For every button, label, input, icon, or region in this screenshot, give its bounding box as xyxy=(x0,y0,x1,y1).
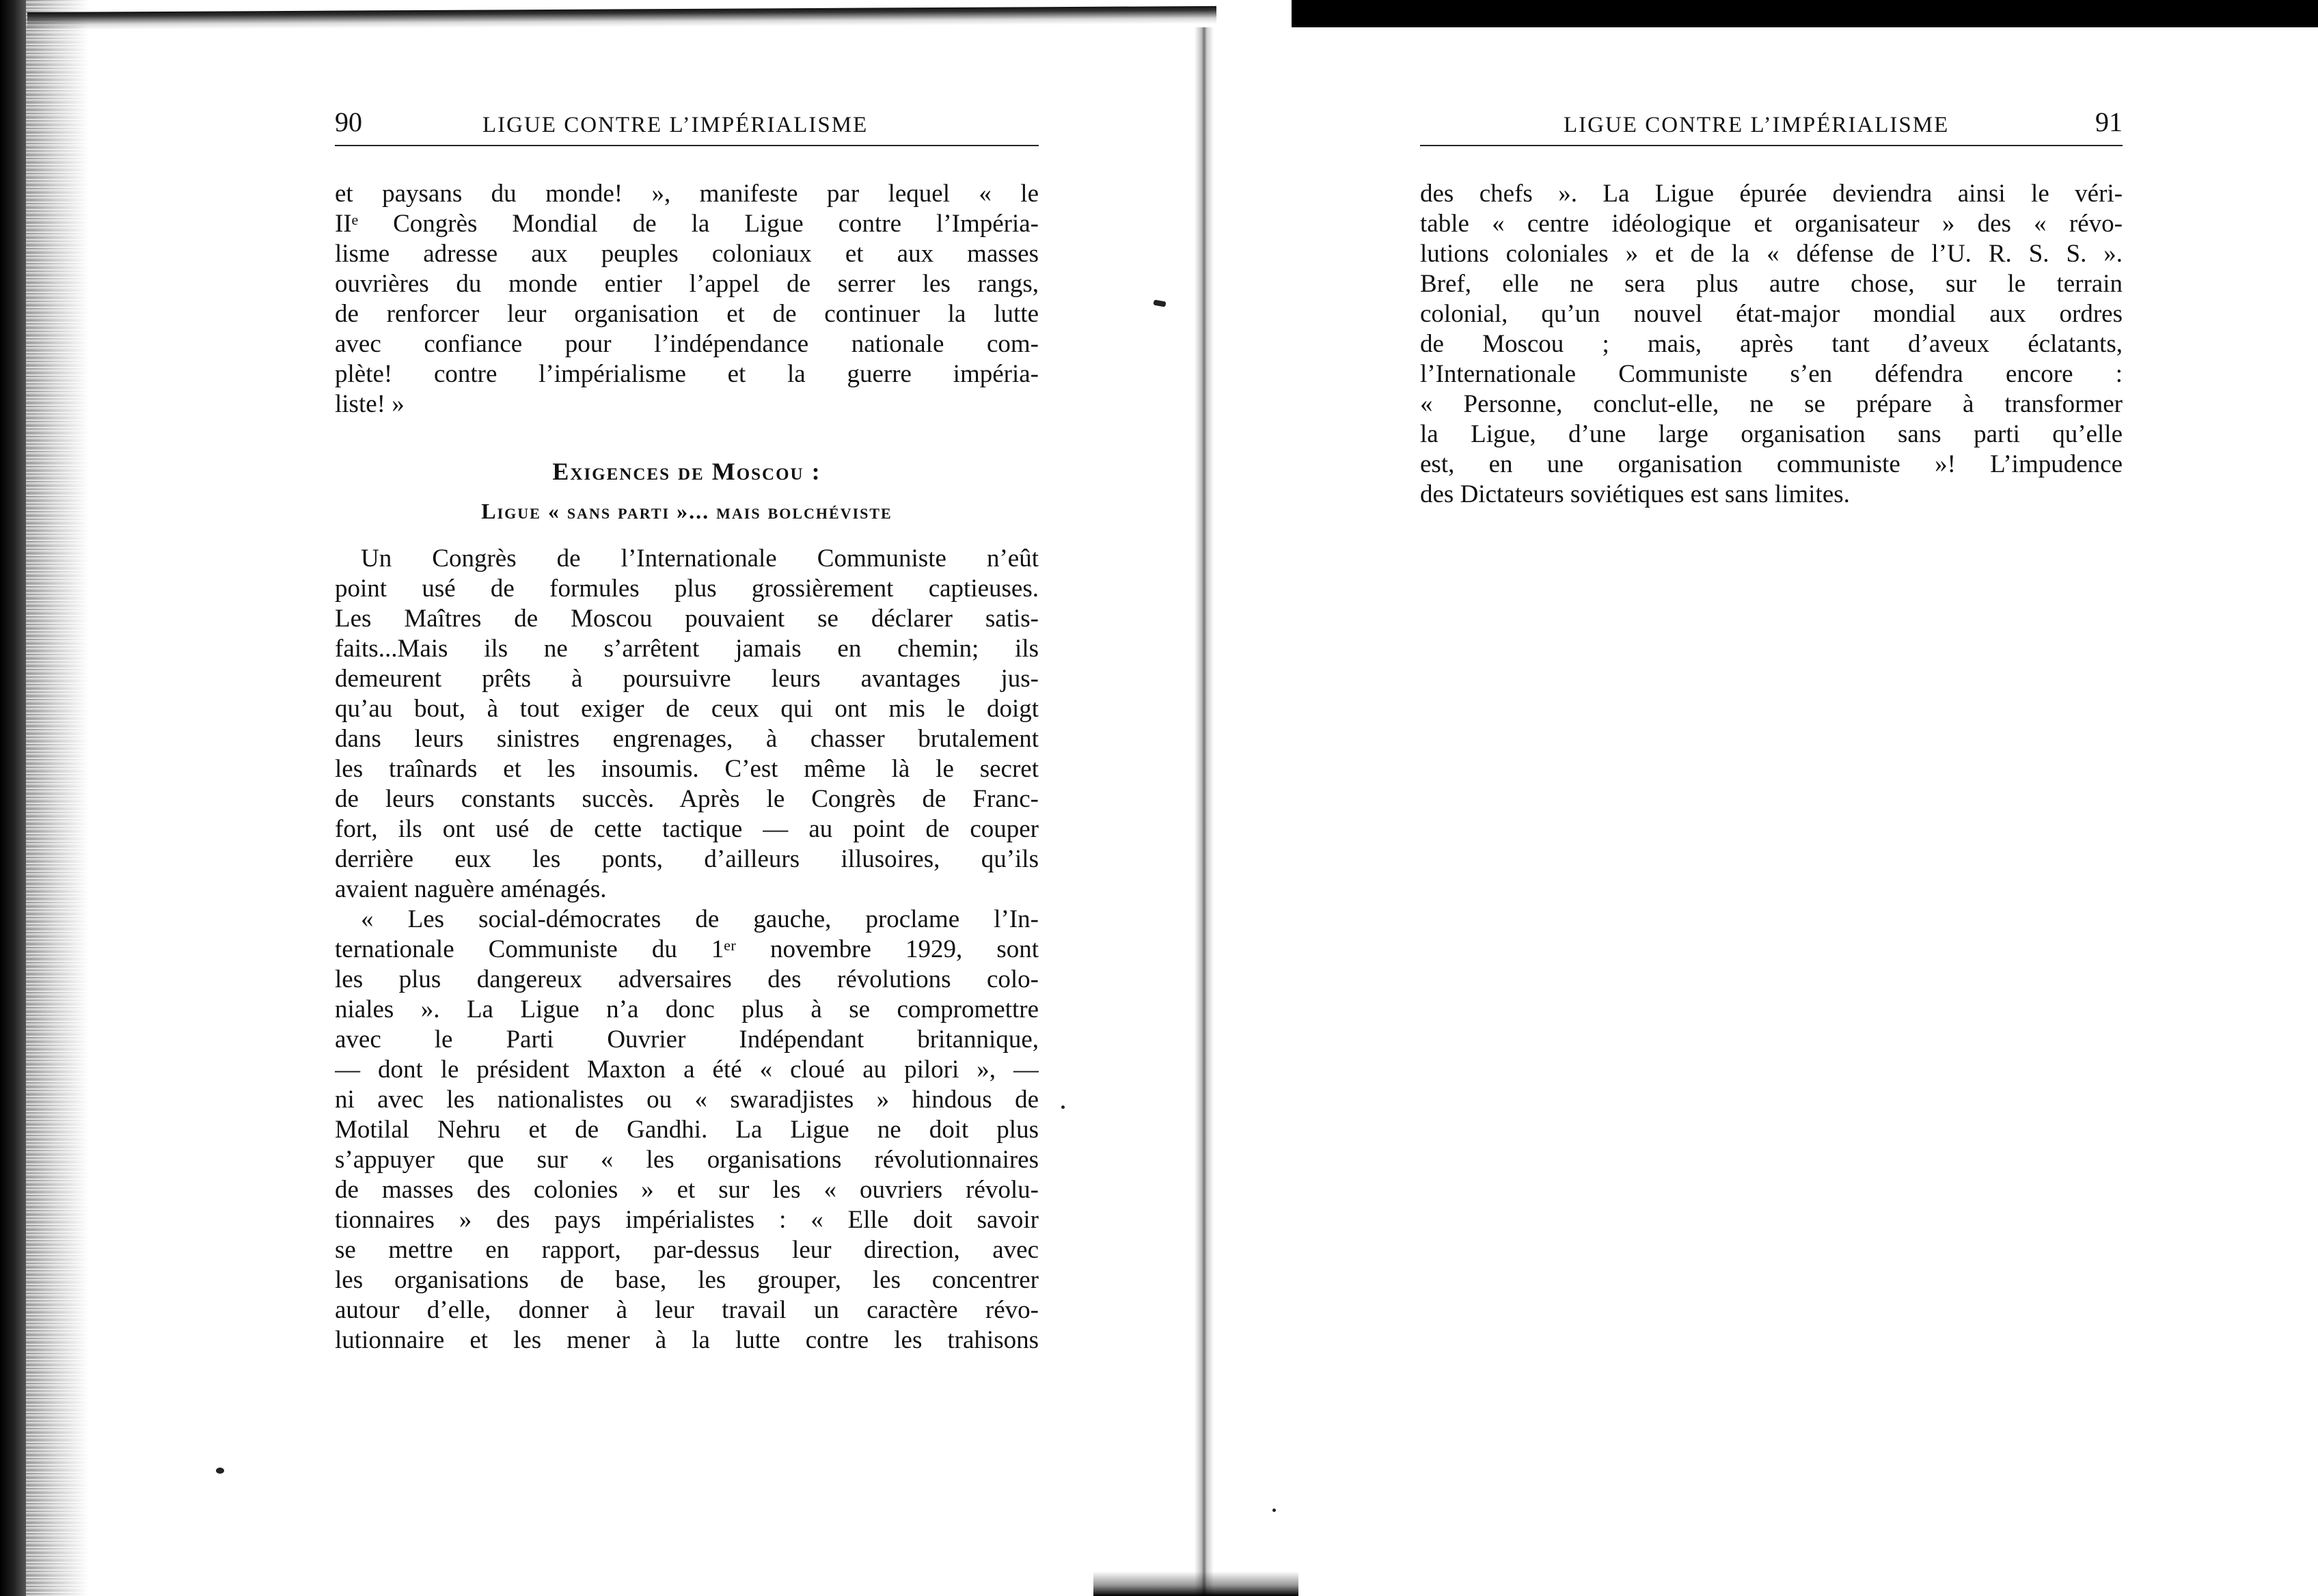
text-line: lisme adresse aux peuples coloniaux et aux masses xyxy=(335,240,1039,268)
section-heading: Exigences de Moscou : xyxy=(552,458,821,485)
ink-speck xyxy=(1061,1105,1065,1109)
text-line: faits...Mais ils ne s’arrêtent jamais en chemin; ils xyxy=(335,635,1039,663)
text-line: avec confiance pour l’indépendance nationale com- xyxy=(335,330,1039,358)
scan-top-black-bar xyxy=(1292,0,2318,27)
text-line: ni avec les nationalistes ou « swaradjistes » hindous de xyxy=(335,1086,1039,1114)
text-line: ternationale Communiste du 1ᵉʳ novembre 1929, sont xyxy=(335,935,1039,963)
text-line: avaient naguère aménagés. xyxy=(335,875,607,903)
text-line: l’Internationale Communiste s’en défendra encore : xyxy=(1420,360,2123,388)
text-line: liste! » xyxy=(335,390,405,418)
text-line: se mettre en rapport, par-dessus leur direction, avec xyxy=(335,1236,1039,1264)
text-line: avec le Parti Ouvrier Indépendant britannique, xyxy=(335,1026,1039,1054)
text-line: Motilal Nehru et de Gandhi. La Ligue ne doit plus xyxy=(335,1116,1039,1144)
text-line: s’appuyer que sur « les organisations révolutionnaires xyxy=(335,1146,1039,1174)
text-line: — dont le président Maxton a été « cloué au pilori », — xyxy=(335,1056,1039,1084)
text-line: Les Maîtres de Moscou pouvaient se déclarer satis- xyxy=(335,605,1039,633)
text-line: la Ligue, d’une large organisation sans parti qu’elle xyxy=(1420,420,2123,448)
text-line: est, en une organisation communiste »! L’impudence xyxy=(1420,450,2123,478)
text-line: les plus dangereux adversaires des révolutions colo- xyxy=(335,965,1039,993)
text-line: et paysans du monde! », manifeste par lequel « le xyxy=(335,180,1039,208)
text-line: demeurent prêts à poursuivre leurs avantages jus- xyxy=(335,665,1039,693)
text-line: des chefs ». La Ligue épurée deviendra ainsi le véri- xyxy=(1420,180,2123,208)
text-line: de leurs constants succès. Après le Congrès de Franc- xyxy=(335,785,1039,813)
text-line: dans leurs sinistres engrenages, à chasser brutalement xyxy=(335,725,1039,753)
scan-left-edge-shadow xyxy=(0,0,26,1596)
text-line: tionnaires » des pays impérialistes : « Elle doit savoir xyxy=(335,1206,1039,1234)
text-line: les traînards et les insoumis. C’est même là le secret xyxy=(335,755,1039,783)
scan-top-edge-shadow xyxy=(27,6,1216,30)
text-line: Bref, elle ne sera plus autre chose, sur le terrain xyxy=(1420,270,2123,298)
ink-speck xyxy=(1153,299,1166,307)
text-line: de masses des colonies » et sur les « ouvriers révolu- xyxy=(335,1176,1039,1204)
text-line: de renforcer leur organisation et de continuer la lutte xyxy=(335,300,1039,328)
text-line: niales ». La Ligue n’a donc plus à se compromettre xyxy=(335,995,1039,1023)
running-head xyxy=(1420,108,2123,142)
text-line: qu’au bout, à tout exiger de ceux qui ont mis le doigt xyxy=(335,695,1039,723)
text-line: point usé de formules plus grossièrement captieuses. xyxy=(335,575,1039,603)
running-head xyxy=(335,108,1039,142)
text-line: fort, ils ont usé de cette tactique — au point de couper xyxy=(335,815,1039,843)
text-line: Un Congrès de l’Internationale Communiste n’eût xyxy=(361,545,1039,573)
scan-bottom-shadow xyxy=(1093,1571,1298,1596)
section-subheading: Ligue « sans parti »... mais bolchéviste xyxy=(481,499,892,523)
page-number: 90 xyxy=(335,107,362,137)
running-head-rule xyxy=(335,145,1039,146)
text-line: lutionnaire et les mener à la lutte contre les trahisons xyxy=(335,1326,1039,1354)
text-line: IIᵉ Congrès Mondial de la Ligue contre l’Impéria- xyxy=(335,210,1039,238)
ink-speck xyxy=(1272,1509,1276,1512)
text-line: ouvrières du monde entier l’appel de serrer les rangs, xyxy=(335,270,1039,298)
text-line: « Les social-démocrates de gauche, proclame l’In- xyxy=(361,905,1039,933)
running-head-rule xyxy=(1420,145,2123,146)
ink-speck xyxy=(216,1468,224,1474)
running-head-title: LIGUE CONTRE L’IMPÉRIALISME xyxy=(482,113,869,137)
text-line: plète! contre l’impérialisme et la guerre impéria- xyxy=(335,360,1039,388)
text-line: derrière eux les ponts, d’ailleurs illusoires, qu’ils xyxy=(335,845,1039,873)
text-line: de Moscou ; mais, après tant d’aveux éclatants, xyxy=(1420,330,2123,358)
text-line: « Personne, conclut-elle, ne se prépare à transformer xyxy=(1420,390,2123,418)
text-line: table « centre idéologique et organisateur » des « révo- xyxy=(1420,210,2123,238)
text-line: autour d’elle, donner à leur travail un caractère révo- xyxy=(335,1296,1039,1324)
book-gutter-shadow xyxy=(1195,27,1214,1596)
running-head-title: LIGUE CONTRE L’IMPÉRIALISME xyxy=(1564,113,1950,137)
page-number: 91 xyxy=(2095,107,2123,137)
text-line: des Dictateurs soviétiques est sans limites. xyxy=(1420,480,1850,508)
text-line: les organisations de base, les grouper, les concentrer xyxy=(335,1266,1039,1294)
text-line: lutions coloniales » et de la « défense de l’U. R. S. S. ». xyxy=(1420,240,2123,268)
text-line: colonial, qu’un nouvel état-major mondial aux ordres xyxy=(1420,300,2123,328)
